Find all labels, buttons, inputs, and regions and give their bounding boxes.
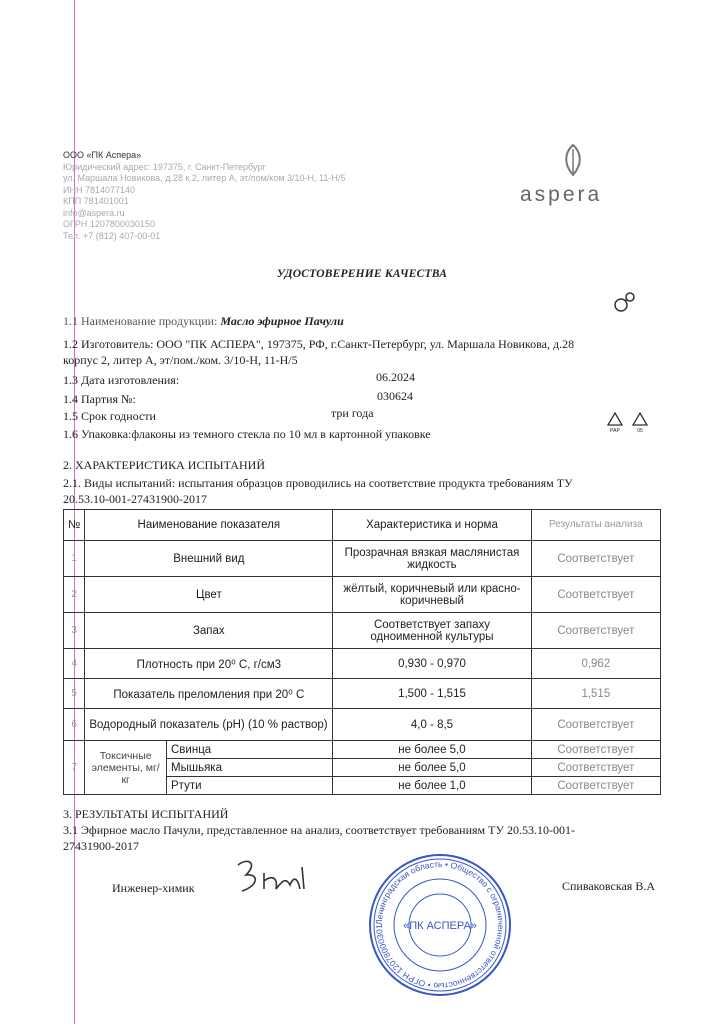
- signer-role: Инженер-химик: [112, 881, 195, 895]
- toxic-group: Токсичные элементы, мг/кг: [85, 741, 167, 795]
- result-line-2: 27431900-2017: [63, 839, 139, 853]
- product-value: Масло эфирное Пачули: [220, 314, 344, 328]
- row-name: Цвет: [85, 577, 333, 613]
- row-norm: 0,930 - 0,970: [333, 649, 531, 679]
- header-result: Результаты анализа: [531, 510, 660, 541]
- table-row: [64, 613, 661, 649]
- recycle-icon-05: [632, 412, 648, 434]
- toxic-item-norm: не более 1,0: [333, 777, 531, 795]
- shelf-label: 1.5 Срок годности: [63, 409, 156, 423]
- row-num: 3: [64, 613, 85, 649]
- recycle-label-pap: PAP: [610, 428, 620, 434]
- row-num: 1: [64, 541, 85, 577]
- row-result: 1,515: [531, 679, 660, 709]
- table-row-toxic: [64, 741, 661, 759]
- row-norm: 4,0 - 8,5: [333, 709, 531, 741]
- row-norm: Прозрачная вязкая маслянистая жидкость: [333, 541, 531, 577]
- row-result: Соответствует: [531, 541, 660, 577]
- stamp-center-text: «ПК АСПЕРА»: [403, 920, 477, 932]
- row-name: Запах: [85, 613, 333, 649]
- table-row: [64, 541, 661, 577]
- row-norm: Соответствует запаху одноименной культуры: [333, 613, 531, 649]
- section2-heading: 2. ХАРАКТЕРИСТИКА ИСПЫТАНИЙ: [63, 458, 266, 472]
- row-num: 5: [64, 679, 85, 709]
- date-label: 1.3 Дата изготовления:: [63, 373, 180, 387]
- row-num: 2: [64, 577, 85, 613]
- section3-heading: 3. РЕЗУЛЬТАТЫ ИСПЫТАНИЙ: [63, 807, 229, 821]
- company-ogrn: ОГРН 1207800030150: [63, 219, 155, 229]
- toxic-item-name: Ртути: [167, 777, 333, 795]
- company-header: [63, 150, 345, 242]
- tests-line-2: 20.53.10-001-27431900-2017: [63, 492, 207, 506]
- company-stamp: [365, 850, 515, 1005]
- row-result: 0,962: [531, 649, 660, 679]
- signer-name: Спиваковская В.А: [562, 879, 655, 893]
- row-name: Показатель преломления при 20⁰ С: [85, 679, 333, 709]
- packaging-line: 1.6 Упаковка:флаконы из темного стекла по 10 мл в картонной упаковке: [63, 427, 431, 441]
- manufacturer-line-2: корпус 2, литер А, эт/пом./ком. 3/10-Н, 11-Н/5: [63, 353, 298, 367]
- results-table: [63, 509, 661, 795]
- document-title: УДОСТОВЕРЕНИЕ КАЧЕСТВА: [276, 268, 448, 280]
- company-phone: Тел. +7 (812) 407-00-01: [63, 230, 161, 241]
- row-result: Соответствует: [531, 577, 660, 613]
- product-line: [63, 314, 344, 329]
- row-num: 7: [64, 741, 85, 795]
- company-address-1: Юридический адрес: 197375, г. Санкт-Петербург: [63, 161, 266, 172]
- table-row: [64, 577, 661, 613]
- row-num: 6: [64, 709, 85, 741]
- row-name: Внешний вид: [85, 541, 333, 577]
- toxic-item-name: Мышьяка: [167, 759, 333, 777]
- tests-line-1: 2.1. Виды испытаний: испытания образцов проводились на соответствие продукта требованиям ТУ: [63, 476, 573, 490]
- company-inn: ИНН 7814077140: [63, 184, 136, 195]
- row-result: Соответствует: [531, 709, 660, 741]
- recycle-icon-pap: [607, 412, 623, 434]
- row-norm: 1,500 - 1,515: [333, 679, 531, 709]
- company-kpp: КПП 781401001: [63, 196, 129, 206]
- handwritten-signature: [228, 855, 318, 904]
- table-row: [64, 709, 661, 741]
- row-num: 4: [64, 649, 85, 679]
- row-name: Плотность при 20⁰ С, г/см3: [85, 649, 333, 679]
- batch-value: 030624: [377, 389, 413, 403]
- row-norm: жёлтый, коричневый или красно-коричневый: [333, 577, 531, 613]
- table-row: [64, 679, 661, 709]
- manufacturer-line-1: 1.2 Изготовитель: ООО "ПК АСПЕРА", 197375, РФ, г.Санкт-Петербург, ул. Маршала Новикова, д.28: [63, 337, 575, 351]
- header-norm: Характеристика и норма: [333, 510, 531, 541]
- toxic-item-norm: не более 5,0: [333, 759, 531, 777]
- header-num: №: [64, 510, 85, 541]
- result-line-1: 3.1 Эфирное масло Пачули, представленное на анализ, соответствует требованиям ТУ 20.53.10-001-: [63, 823, 575, 837]
- header-name: Наименование показателя: [85, 510, 333, 541]
- shelf-value: три года: [331, 406, 374, 420]
- toxic-item-name: Свинца: [167, 741, 333, 759]
- logo-text: aspera: [520, 183, 603, 206]
- toxic-item-result: Соответствует: [531, 741, 660, 759]
- toxic-item-result: Соответствует: [531, 759, 660, 777]
- product-label: 1.1 Наименование продукции:: [63, 314, 218, 328]
- flask-icon: [614, 292, 636, 317]
- batch-label: 1.4 Партия №:: [63, 392, 136, 406]
- company-name: ООО «ПК Аспера»: [63, 150, 142, 160]
- date-value: 06.2024: [376, 370, 415, 384]
- leaf-icon: [560, 143, 586, 182]
- recycle-label-05: 05: [637, 428, 643, 434]
- table-row: [64, 649, 661, 679]
- toxic-item-result: Соответствует: [531, 777, 660, 795]
- company-email: info@aspera.ru: [63, 207, 125, 218]
- table-header-row: [64, 510, 661, 541]
- row-result: Соответствует: [531, 613, 660, 649]
- toxic-item-norm: не более 5,0: [333, 741, 531, 759]
- row-name: Водородный показатель (рН) (10 % раствор): [85, 709, 333, 741]
- company-address-2: ул. Маршала Новикова, д.28 к.2, литер А, эт/пом/ком 3/10-Н, 11-Н/5: [63, 173, 346, 183]
- stamp-ring-text: Ленинградская область • Общество с ограниченной ответственностью • ОГРН 12078000301: [373, 858, 507, 992]
